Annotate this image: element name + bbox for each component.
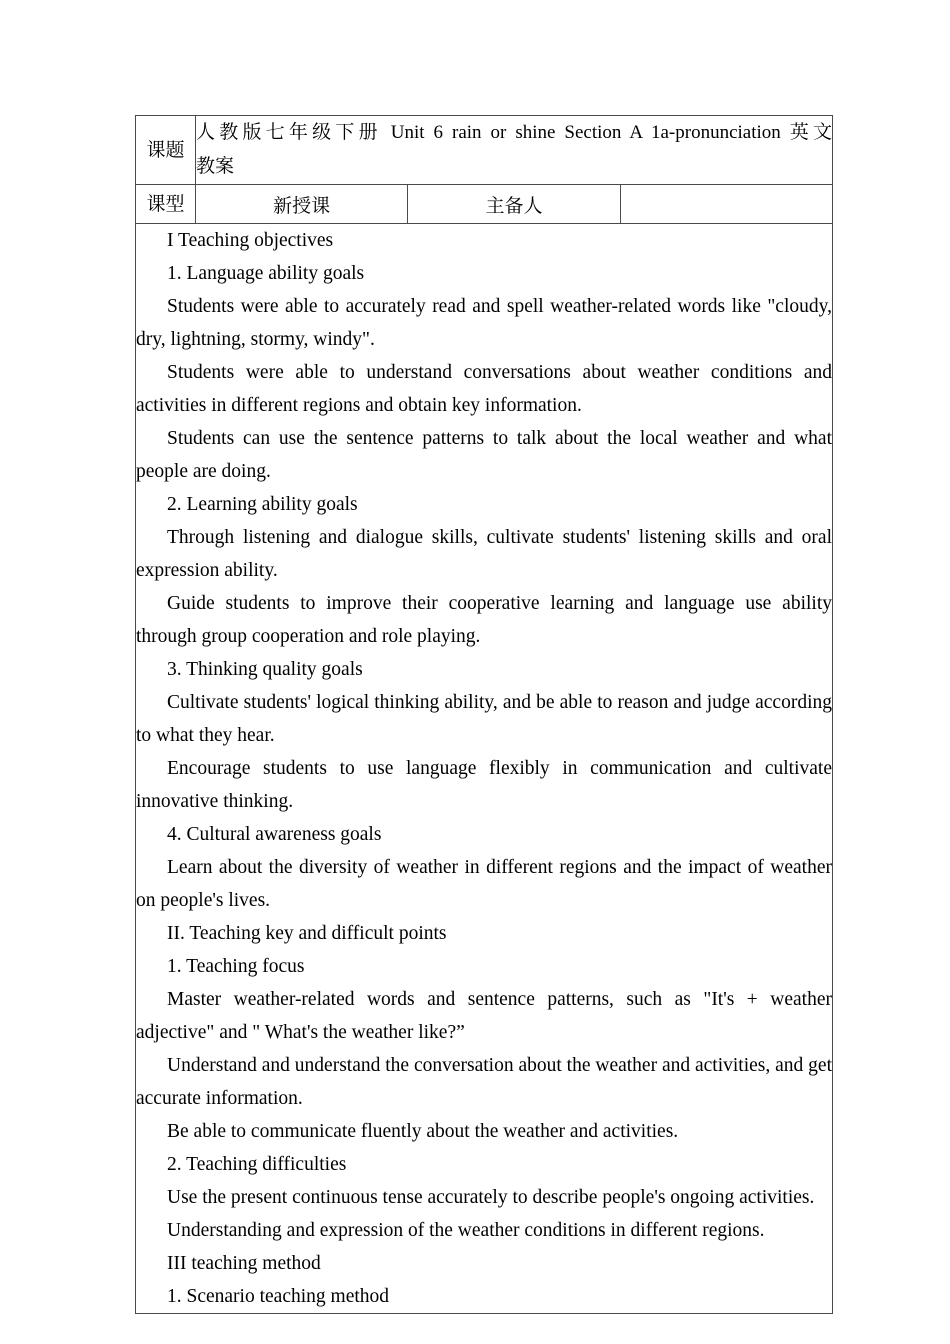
body-paragraph: Students were able to understand conversations about weather conditions and activities in different regions and obtain key information. <box>136 362 832 416</box>
body-paragraph: Use the present continuous tense accurately to describe people's ongoing activities. <box>167 1187 815 1208</box>
body-paragraph: 2. Learning ability goals <box>167 494 358 515</box>
body-paragraph: Learn about the diversity of weather in different regions and the impact of weather on people's lives. <box>136 857 832 911</box>
table-row-type <box>136 185 833 224</box>
body-paragraph: Guide students to improve their cooperative learning and language use ability through group cooperation and role playing. <box>136 593 832 647</box>
body-paragraph: Cultivate students' logical thinking ability, and be able to reason and judge according to what they hear. <box>136 692 832 746</box>
body-paragraph: 1. Teaching focus <box>167 956 305 977</box>
topic-line-1: 人教版七年级下册 Unit 6 rain or shine Section A 1a-pronunciation 英文 <box>196 122 832 143</box>
body-paragraph: 4. Cultural awareness goals <box>167 824 382 845</box>
body-paragraph: 3. Thinking quality goals <box>167 659 363 680</box>
body-paragraph: 1. Scenario teaching method <box>167 1286 390 1307</box>
body-paragraph: II. Teaching key and difficult points <box>167 923 447 944</box>
table-row-title <box>136 116 833 185</box>
cell-label-topic: 课题 <box>136 116 196 185</box>
cell-value-main-preparer <box>620 185 832 224</box>
body-paragraph: Encourage students to use language flexibly in communication and cultivate innovative thinking. <box>136 758 832 812</box>
body-paragraph: Through listening and dialogue skills, cultivate students' listening skills and oral expression ability. <box>136 527 832 581</box>
body-paragraph: Understand and understand the conversation about the weather and activities, and get accurate information. <box>136 1055 832 1109</box>
table-row-content <box>136 224 833 1314</box>
lesson-plan-table <box>135 115 833 1314</box>
body-paragraph: 1. Language ability goals <box>167 263 365 284</box>
cell-label-main-preparer: 主备人 <box>408 185 620 224</box>
cell-label-lesson-type: 课型 <box>136 185 196 224</box>
cell-value-topic <box>196 116 833 185</box>
body-paragraph: 2. Teaching difficulties <box>167 1154 347 1175</box>
body-paragraph: I Teaching objectives <box>167 230 334 251</box>
body-paragraph: Master weather-related words and sentence patterns, such as "It's + weather adjective" and " What's the weather like?” <box>136 989 832 1043</box>
body-paragraph: Understanding and expression of the weather conditions in different regions. <box>167 1220 765 1241</box>
lesson-content-body <box>136 224 832 1313</box>
body-paragraph: Students can use the sentence patterns to talk about the local weather and what people are doing. <box>136 428 832 482</box>
body-paragraph: Students were able to accurately read and spell weather-related words like "cloudy, dry, lightning, stormy, windy". <box>136 296 832 350</box>
cell-value-lesson-type: 新授课 <box>196 185 408 224</box>
body-paragraph: III teaching method <box>167 1253 321 1274</box>
body-paragraph: Be able to communicate fluently about the weather and activities. <box>167 1121 679 1142</box>
cell-lesson-content <box>136 224 833 1314</box>
topic-line-2: 教案 <box>196 156 235 177</box>
